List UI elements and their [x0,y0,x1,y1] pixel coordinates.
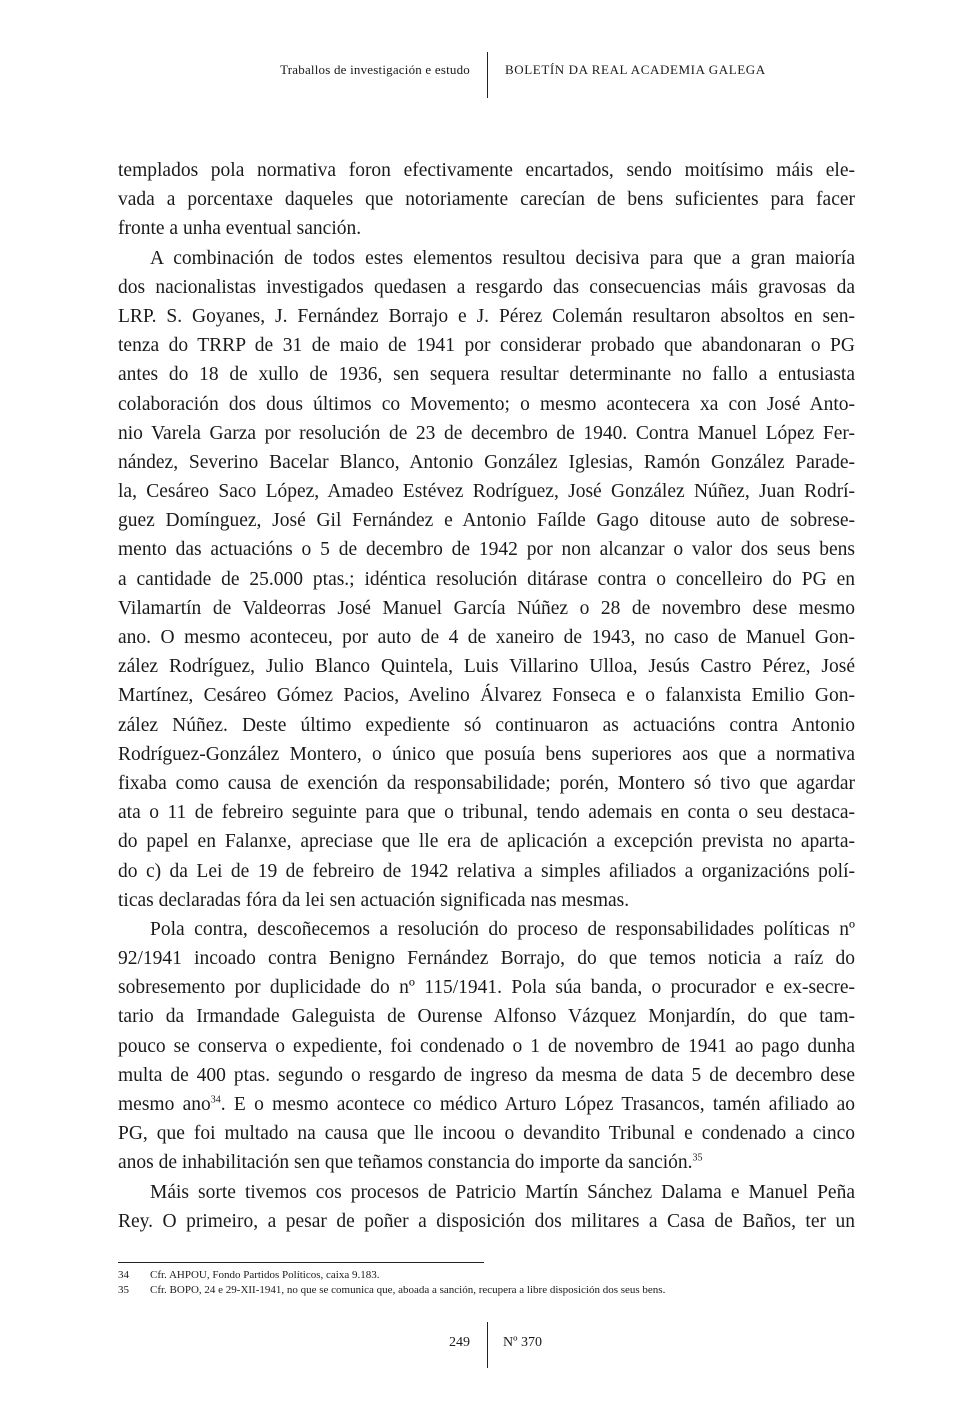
text-line: PG, que foi multado na causa que lle incoou o devandito Tribunal e condenado a cinco [118,1123,855,1145]
footnote-ref: 34 [210,1094,221,1106]
footnote-ref: 35 [692,1152,703,1164]
text-line: colaboración dos dous últimos co Movemento; o mesmo acontecera xa con José Anto- [118,393,855,415]
footer-divider [487,1322,488,1368]
text-line: do c) da Lei de 19 de febreiro de 1942 relativa a simples afiliados a organizacións polí- [118,860,855,882]
paragraph [118,156,855,244]
text-line: Rey. O primeiro, a pesar de poñer a disposición dos militares a Casa de Baños, ter un [118,1210,855,1232]
text-line: nio Varela Garza por resolución de 23 de decembro de 1940. Contra Manuel López Fer- [118,422,855,444]
footnote-number: 35 [118,1284,129,1296]
text-line: vada a porcentaxe daqueles que notoriamente carecían de bens suficientes para facer [118,189,855,211]
footnote-35 [118,1284,665,1296]
text-line: A combinación de todos estes elementos resultou decisiva para que a gran maioría [150,247,855,269]
running-header-section: Traballos de investigación e estudo [280,62,470,77]
footnote-34 [118,1269,379,1281]
text-line: multa de 400 ptas. segundo o resgardo de ingreso da mesma de data 5 de decembro dese [118,1064,855,1086]
text-line: tenza do TRRP de 31 de maio de 1941 por considerar probado que abandonaran o PG [118,335,855,357]
text-line: Martínez, Cesáreo Gómez Pacios, Avelino Álvarez Fonseca e o falanxista Emilio Gon- [118,685,855,707]
text-line: LRP. S. Goyanes, J. Fernández Borrajo e J. Pérez Colemán resultaron absoltos en sen- [118,305,855,327]
text-line: dos nacionalistas investigados quedasen a resgardo das consecuencias máis gravosas da [118,276,855,298]
text-line: zález Rodríguez, Julio Blanco Quintela, Luis Villarino Ulloa, Jesús Castro Pérez, José [118,656,855,678]
text-line: ata o 11 de febreiro seguinte para que o tribunal, tendo ademais en conta o seu destaca- [118,802,855,824]
text-line: pouco se conserva o expediente, foi condenado o 1 de novembro de 1941 ao pago dunha [118,1035,855,1057]
paragraph [118,244,855,915]
text-line: Rodríguez-González Montero, o único que posuía bens superiores aos que a normativa [118,743,855,765]
page-number: 249 [449,1335,470,1350]
text-line: fixaba como causa de exención da responsabilidade; porén, Montero só tivo que agardar [118,772,855,794]
text-line: nández, Severino Bacelar Blanco, Antonio González Iglesias, Ramón González Parade- [118,451,855,473]
paragraph [118,1178,855,1236]
header-divider [487,52,488,98]
footnote-rule [118,1262,484,1263]
text-line: a cantidade de 25.000 ptas.; idéntica resolución ditárase contra o concelleiro do PG en [118,568,855,590]
text-line: Máis sorte tivemos cos procesos de Patricio Martín Sánchez Dalama e Manuel Peña [150,1181,855,1203]
issue-number: Nº 370 [503,1335,542,1350]
text-line: mesmo ano$^{34}$. E o mesmo acontece co médico Arturo López Trasancos, tamén afiliado ao [118,1094,855,1115]
running-header-journal: BOLETÍN DA REAL ACADEMIA GALEGA [505,62,766,77]
text-line: anos de inhabilitación sen que teñamos constancia do importe da sanción.$^{35}$ [118,1152,703,1174]
text-line: antes do 18 de xullo de 1936, sen sequera resultar determinante no fallo a entusiasta [118,364,855,386]
text-line: sobresemento por duplicidade do nº 115/1941. Pola súa banda, o procurador e ex-secre- [118,977,855,999]
text-line: do papel en Falanxe, apreciase que lle era de aplicación a excepción prevista no aparta- [118,831,855,853]
paragraph [118,915,855,1178]
footnote-text: Cfr. AHPOU, Fondo Partidos Políticos, caixa 9.183. [150,1269,380,1281]
text-line: Vilamartín de Valdeorras José Manuel García Núñez o 28 de novembro dese mesmo [118,597,855,619]
text-line: tario da Irmandade Galeguista de Ourense Alfonso Vázquez Monjardín, do que tam- [118,1006,855,1028]
text-line: guez Domínguez, José Gil Fernández e Antonio Faílde Gago ditouse auto de sobrese- [118,510,855,532]
text-line: ticas declaradas fóra da lei sen actuación significada nas mesmas. [118,889,630,911]
footnote-text: Cfr. BOPO, 24 e 29-XII-1941, no que se comunica que, aboada a sanción, recupera a libre disposición dos seus bens. [150,1284,666,1296]
text-line: Pola contra, descoñecemos a resolución do proceso de responsabilidades políticas nº [150,918,855,940]
text-line: la, Cesáreo Saco López, Amadeo Estévez Rodríguez, José González Núñez, Juan Rodrí- [118,481,855,503]
text-line: mento das actuacións o 5 de decembro de 1942 por non alcanzar o valor dos seus bens [118,539,855,561]
text-line: zález Núñez. Deste último expediente só continuaron as actuacións contra Antonio [118,714,855,736]
text-line: ano. O mesmo aconteceu, por auto de 4 de xaneiro de 1943, no caso de Manuel Gon- [118,627,855,648]
footnote-number: 34 [118,1269,129,1281]
text-line: templados pola normativa foron efectivamente encartados, sendo moitísimo máis ele- [118,160,855,181]
text-line: 92/1941 incoado contra Benigno Fernández Borrajo, do que temos noticia a raíz do [118,948,855,970]
text-line: fronte a unha eventual sanción. [118,218,362,240]
body-text [118,156,855,1236]
